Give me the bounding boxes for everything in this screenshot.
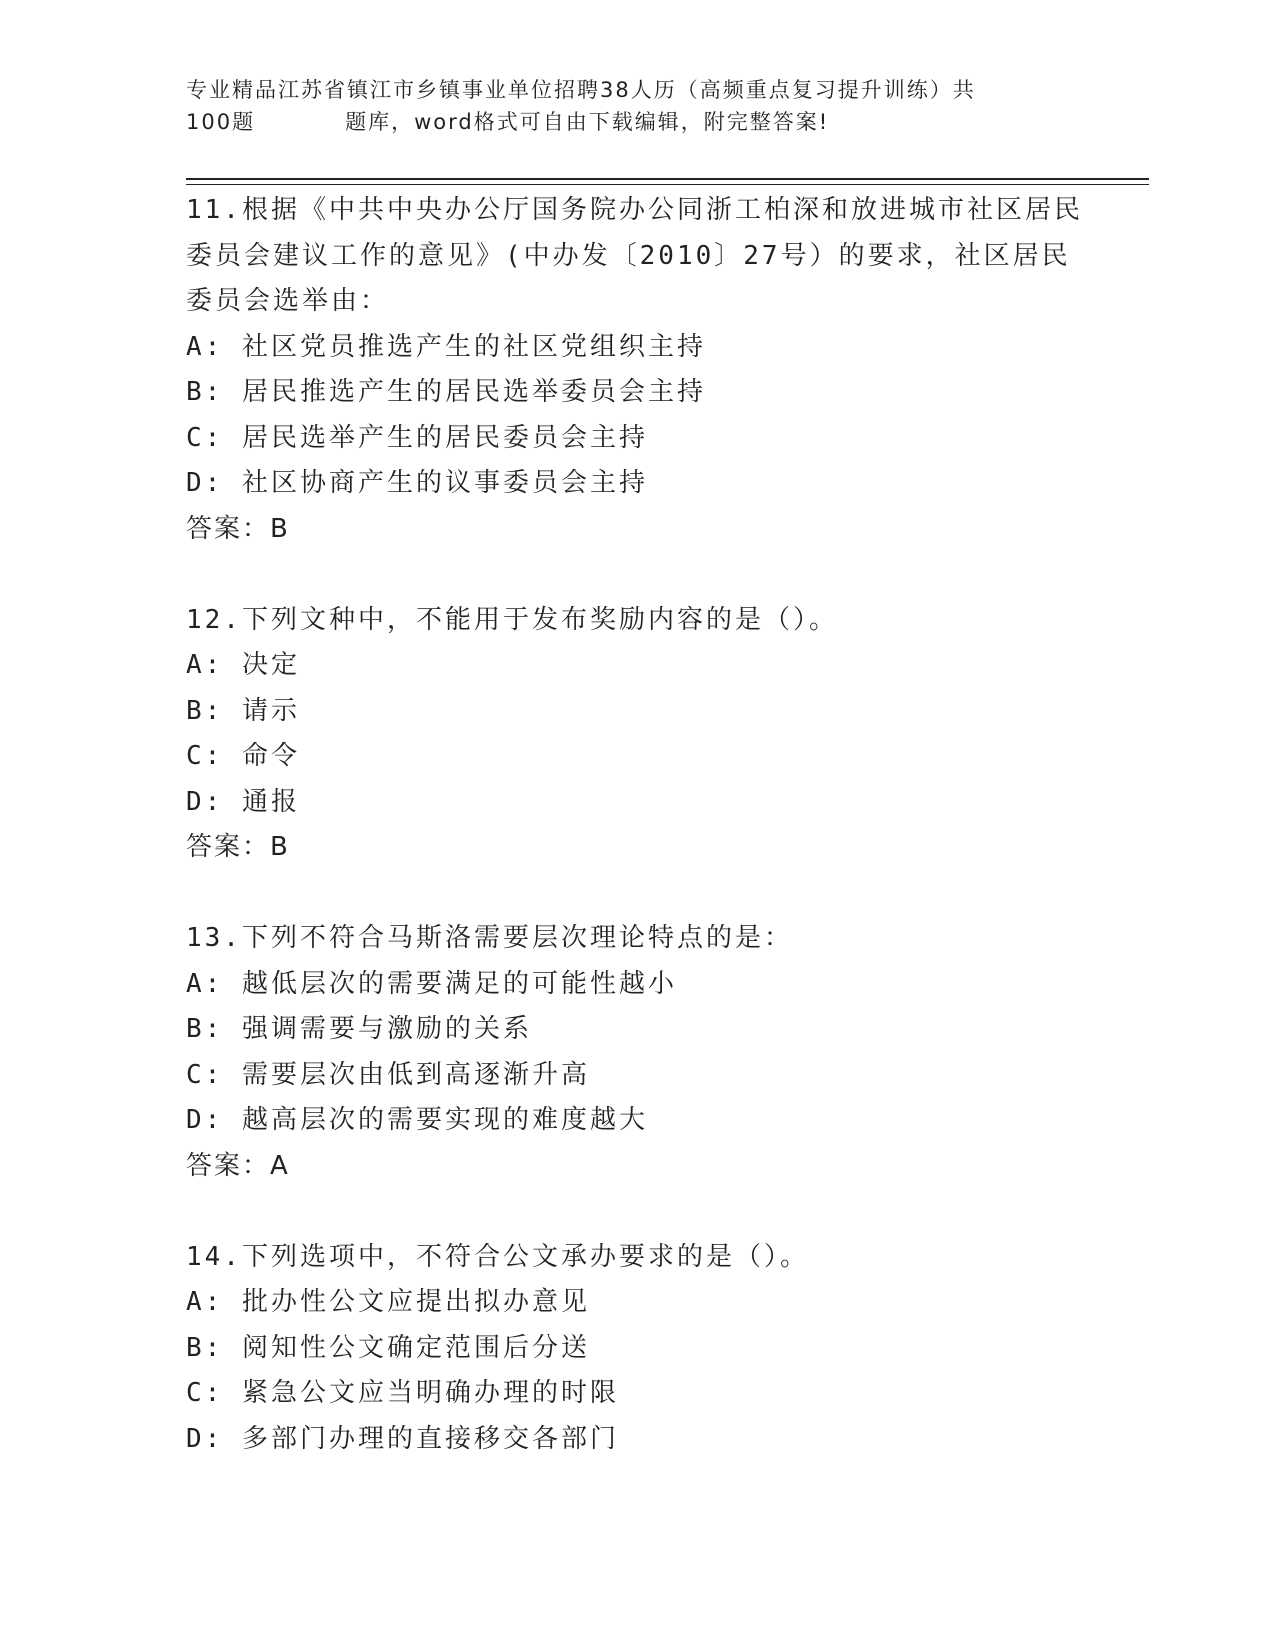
option-a: A: 越低层次的需要满足的可能性越小 <box>186 968 677 999</box>
header-line-1: 专业精品江苏省镇江市乡镇事业单位招聘38人历（高频重点复习提升训练）共 <box>186 78 976 102</box>
question-text: 14.下列选项中，不符合公文承办要求的是（）。 <box>186 1241 809 1272</box>
option-c: C: 需要层次由低到高逐渐升高 <box>186 1059 590 1090</box>
header-description: 题库，word格式可自由下载编辑，附完整答案! <box>345 110 830 134</box>
option-c: C: 紧急公文应当明确办理的时限 <box>186 1378 619 1408</box>
option-d: D: 多部门办理的直接移交各部门 <box>186 1423 619 1454</box>
question-14 <box>186 1235 1086 1463</box>
option-d: D: 越高层次的需要实现的难度越大 <box>186 1105 648 1135</box>
option-d: D: 社区协商产生的议事委员会主持 <box>186 468 648 498</box>
question-text: 13.下列不符合马斯洛需要层次理论特点的是： <box>186 923 793 953</box>
option-a: A: 社区党员推选产生的社区党组织主持 <box>186 331 706 362</box>
header-line-2 <box>186 106 1066 138</box>
question-12 <box>186 598 1086 871</box>
document-header <box>186 74 1066 138</box>
option-a: A: 决定 <box>186 650 300 680</box>
header-divider-thick <box>186 178 1149 180</box>
question-13 <box>186 916 1086 1189</box>
option-c: C: 居民选举产生的居民委员会主持 <box>186 422 648 453</box>
answer: 答案：B <box>186 513 290 544</box>
option-c: C: 命令 <box>186 741 300 771</box>
header-question-count: 100题 <box>186 110 256 134</box>
question-text: 11.根据《中共中央办公厅国务院办公同浙工柏深和放进城市社区居民委员会建议工作的意见》(中办发〔2010〕27号）的要求，社区居民委员会选举由： <box>186 195 1083 316</box>
answer: 答案：A <box>186 1150 290 1181</box>
option-d: D: 通报 <box>186 786 300 817</box>
option-b: B: 强调需要与激励的关系 <box>186 1014 532 1044</box>
header-divider-thin <box>186 184 1149 185</box>
question-list <box>186 188 1086 1462</box>
question-11 <box>186 188 1086 552</box>
option-a: A: 批办性公文应提出拟办意见 <box>186 1287 590 1317</box>
option-b: B: 居民推选产生的居民选举委员会主持 <box>186 377 706 407</box>
answer: 答案：B <box>186 832 290 862</box>
option-b: B: 请示 <box>186 695 300 726</box>
option-b: B: 阅知性公文确定范围后分送 <box>186 1332 590 1363</box>
question-text: 12.下列文种中，不能用于发布奖励内容的是（）。 <box>186 604 838 635</box>
